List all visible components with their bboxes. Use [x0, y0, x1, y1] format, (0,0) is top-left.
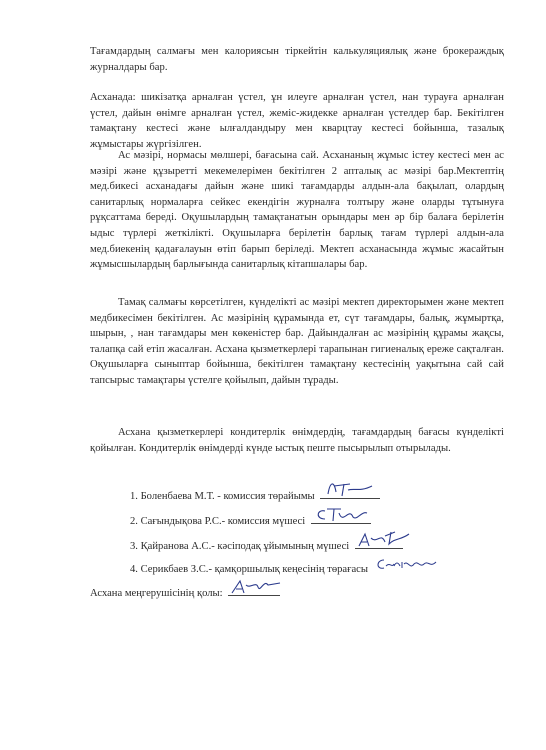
signature-line-member	[130, 513, 371, 529]
signature-line-union	[130, 538, 403, 554]
handwritten-signature	[374, 552, 444, 574]
signature-label: 2. Сағындықова Р.С.- комиссия мүшесі	[130, 516, 306, 527]
signature-label: 4. Серикбаев З.С.- қамқоршылық кеңесінің төрағасы	[130, 564, 368, 575]
signature-field	[355, 538, 403, 549]
paragraph-journals: Тағамдардың салмағы мен калориясын тіркейтін калькуляциялық және брокераждық журналдары бар.	[90, 46, 504, 73]
handwritten-signature	[228, 575, 288, 597]
signature-label: 1. Боленбаева М.Т. - комиссия төрайымы	[130, 491, 315, 502]
signature-field	[374, 562, 428, 572]
signature-line-head	[90, 585, 280, 601]
signature-line-chair	[130, 488, 380, 504]
signature-field	[311, 513, 371, 524]
handwritten-signature	[355, 528, 415, 550]
signature-field	[320, 488, 380, 499]
paragraph-confectionery: Асхана қызметкерлері кондитерлік өнімдердің, тағамдардың бағасы күнделікті қойылған. Кондитерлік өнімдерді күнде ыстық пеште пысырылып отырылады.	[90, 427, 504, 454]
paragraph-meal-weight: Тамақ салмағы көрсетілген, күнделікті ас мәзірі мектеп директорымен және мектеп медбикесімен бекітілген. Ас мәзірінің құрамында ет, сүт тағамдары, балық, жұмыртқа, шырын, , нан тағамдары мен көкеністер бар. Дайындалған ас мәзірінің құрамы жақсы, талапқа сай етіп жасалған. Асхана қызметкерлері тарапынан гигиеналық ереже сақталған. Оқушыларға сыныптар бойынша, бекітілген тамақтану кестесінің уақытына сай сай тапсырыс тамақтары үстелге қойылып, дайын тұрады.	[90, 297, 504, 386]
paragraph-tables: Асханада: шикізатқа арналған үстел, ұн илеуге арналған үстел, нан турауға арналған үстел, дайын өнімге арналған үстел, жеміс-жидекке арналған үстелдер бар. Бекітілген тамақтану кестесі және ылғалдандыру мен кварцтау кестесі бойынша, тазалық жұмыстары жүргізілген.	[90, 92, 504, 150]
signature-label: Асхана меңгерушісінің қолы:	[90, 588, 223, 599]
signature-field	[228, 585, 280, 596]
paragraph-menu: Ас мәзірі, нормасы мөлшері, бағасына сай. Асхананың жұмыс істеу кестесі мен ас мәзірі және құзыретті мекемелерімен бекітілген 2 апталық ас мәзірі бар.Мектептің мед.бикесі асханадағы дайын және шикі тағамдарды алдын-ала бақылап, олардың санитарлық нормаларға сейкес екендігін журналға толтыру және оларды тұтынуға рұқсаттама береді. Оқушылардың тамақтанатын орындары мен әр бір балаға берілетін ыдыс түрлері жеткілікті. Оқушыларға берілетін барлық тағам түрлері алдын-ала мед.биекенің қадағалауын өтіп барып беріледі. Мектеп асханасында жұмыс жасайтын жұмысшылардың барлығында санитарлық кітапшалары бар.	[90, 150, 504, 271]
signature-label: 3. Қайранова А.С.- кәсіподақ ұйымының мүшесі	[130, 541, 350, 552]
handwritten-signature	[320, 478, 380, 500]
handwritten-signature	[311, 503, 371, 525]
